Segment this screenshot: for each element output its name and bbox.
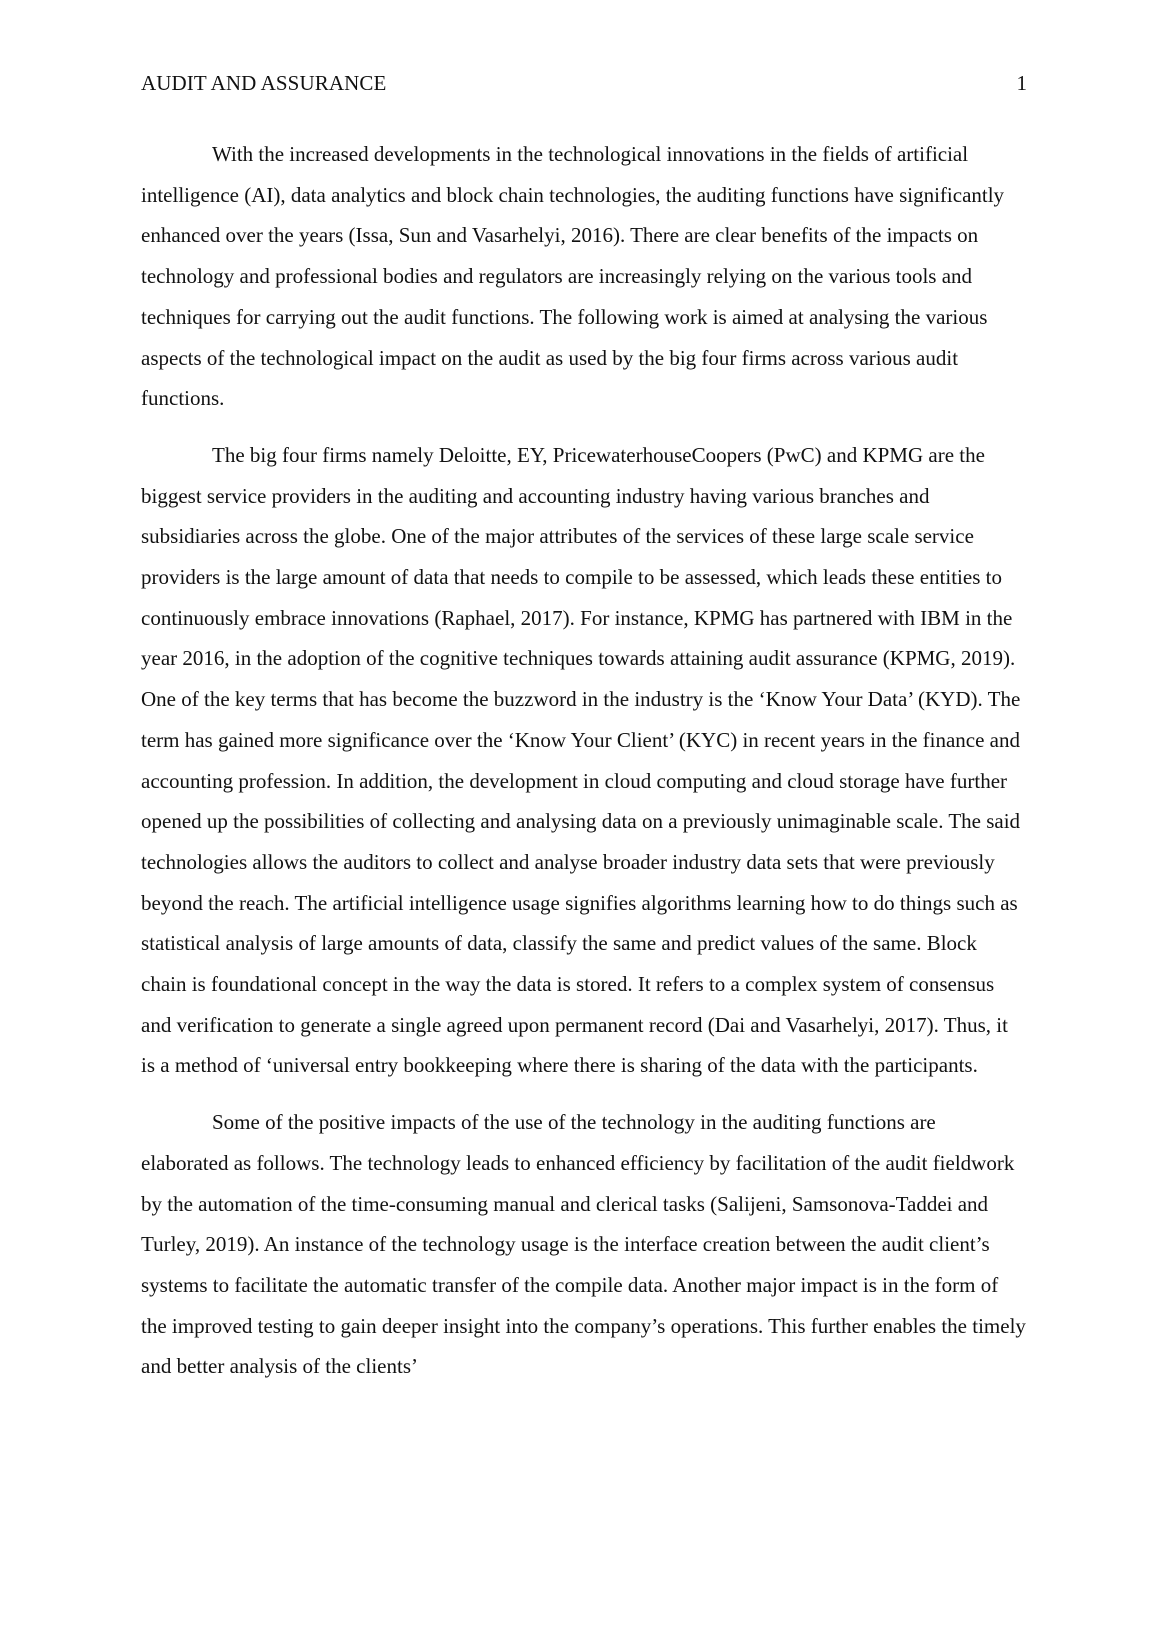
running-head: AUDIT AND ASSURANCE [141, 71, 387, 95]
paragraph-big-four-firms: The big four firms namely Deloitte, EY, PricewaterhouseCoopers (PwC) and KPMG are the biggest service providers in the auditing and accounting industry having various branches and subsidiaries across the globe. One of the major attributes of the services of these large scale service providers is the large amount of data that needs to compile to be assessed, which leads these entities to continuously embrace innovations (Raphael, 2017). For instance, KPMG has partnered with IBM in the year 2016, in the adoption of the cognitive techniques towards attaining audit assurance (KPMG, 2019). One of the key terms that has become the buzzword in the industry is the ‘Know Your Data’ (KYD). The term has gained more significance over the ‘Know Your Client’ (KYC) in recent years in the finance and accounting profession. In addition, the development in cloud computing and cloud storage have further opened up the possibilities of collecting and analysing data on a previously unimaginable scale. The said technologies allows the auditors to collect and analyse broader industry data sets that were previously beyond the reach. The artificial intelligence usage signifies algorithms learning how to do things such as statistical analysis of large amounts of data, classify the same and predict values of the same. Block chain is foundational concept in the way the data is stored. It refers to a complex system of consensus and verification to generate a single agreed upon permanent record (Dai and Vasarhelyi, 2017). Thus, it is a method of ‘universal entry bookkeeping where there is sharing of the data with the participants. [141, 442, 1021, 1078]
page-header [141, 68, 1027, 98]
paragraph-introduction: With the increased developments in the technological innovations in the fields of artificial intelligence (AI), data analytics and block chain technologies, the auditing functions have significantly enhanced over the years (Issa, Sun and Vasarhelyi, 2016). There are clear benefits of the impacts on technology and professional bodies and regulators are increasingly relying on the various tools and techniques for carrying out the audit functions. The following work is aimed at analysing the various aspects of the technological impact on the audit as used by the big four firms across various audit functions. [141, 142, 1005, 411]
paragraph-positive-impacts: Some of the positive impacts of the use of the technology in the auditing functions are elaborated as follows. The technology leads to enhanced efficiency by facilitation of the audit fieldwork by the automation of the time-consuming manual and clerical tasks (Salijeni, Samsonova-Taddei and Turley, 2019). An instance of the technology usage is the interface creation between the audit client’s systems to facilitate the automatic transfer of the compile data. Another major impact is in the form of the improved testing to gain deeper insight into the company’s operations. This further enables the timely and better analysis of the clients’ [141, 1110, 1026, 1379]
body-text [141, 134, 1027, 1403]
page-number: 1 [1016, 71, 1027, 95]
